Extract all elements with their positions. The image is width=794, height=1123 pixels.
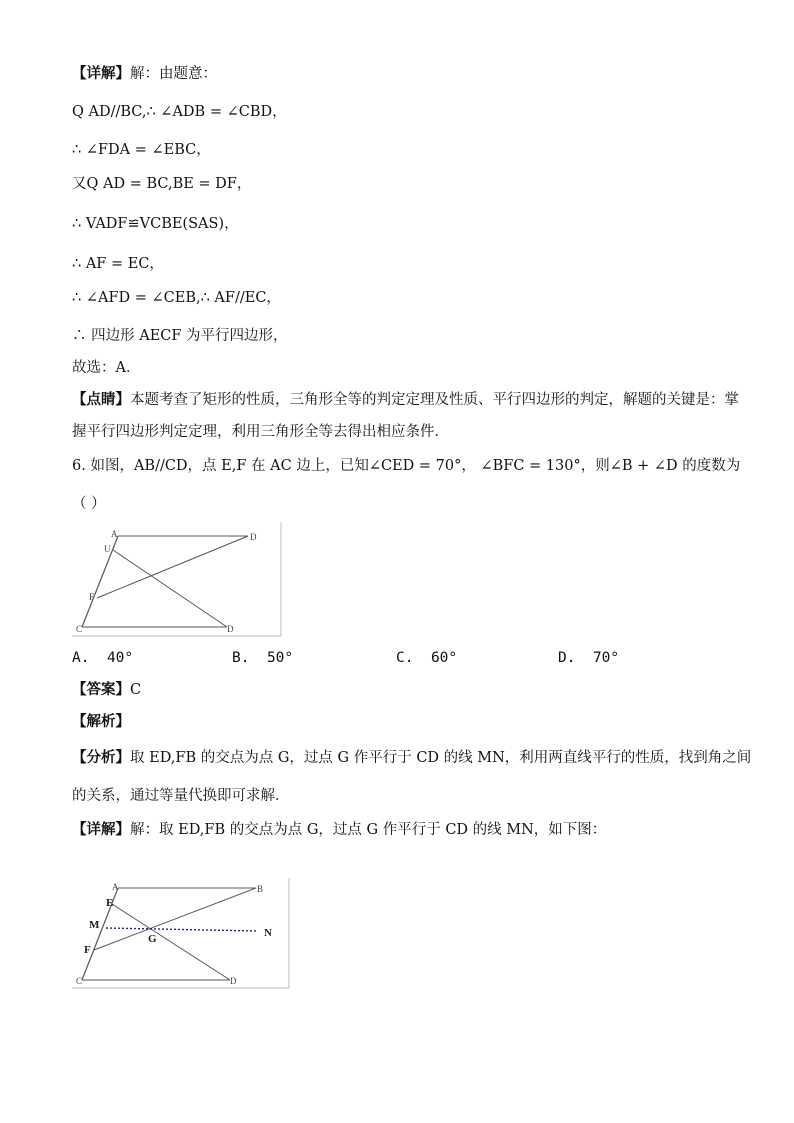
analysis-detail-text-1: 取 ED,FB 的交点为点 G，过点 G 作平行于 CD 的线 MN，利用两直线平行的性质，找到角之间 — [130, 750, 752, 766]
detail-intro: 解：由题意： — [130, 66, 217, 82]
option-b: B. 50° — [232, 650, 294, 666]
label-d: D — [227, 624, 234, 634]
proof-line-4: ∴ VADF≌VCBE(SAS)， — [72, 216, 239, 232]
proof-line-6: ∴ ∠AFD = ∠CEB,∴ AF//EC， — [72, 290, 281, 306]
label2-a: A — [112, 882, 119, 892]
segment-ac — [82, 536, 118, 627]
tip-text-1: 本题考查了矩形的性质，三角形全等的判定定理及性质、平行四边形的判定，解题的关键是：掌 — [130, 392, 739, 408]
analysis-detail-line-1 — [72, 748, 751, 768]
detail-2-line — [72, 820, 606, 840]
label2-e: E — [106, 897, 114, 909]
segment2-fb — [94, 888, 256, 950]
analysis-heading: 【解析】 — [72, 713, 130, 730]
proof-line-5: ∴ AF = EC， — [72, 256, 164, 272]
label2-d: D — [230, 976, 237, 986]
option-a: A. 40° — [72, 650, 134, 666]
label2-m: M — [89, 919, 100, 931]
question-6-stem: 6. 如图，AB//CD，点 E,F 在 AC 边上，已知∠CED = 70°， ∠BFC = 130°，则∠B + ∠D 的度数为 — [72, 458, 741, 474]
option-d: D. 70° — [558, 650, 620, 666]
tip-heading: 【点睛】 — [72, 391, 130, 408]
detail-heading: 【详解】 — [72, 65, 130, 82]
tip-line-2: 握平行四边形判定定理，利用三角形全等去得出相应条件． — [72, 424, 449, 440]
detail-heading-line — [72, 64, 217, 84]
label2-n: N — [264, 927, 272, 939]
label2-g: G — [148, 933, 157, 945]
analysis-detail-heading: 【分析】 — [72, 749, 130, 766]
line-mn — [106, 928, 258, 931]
question-6-bracket: （ ） — [72, 496, 106, 512]
answer-value: C — [130, 682, 142, 698]
option-c: C. 60° — [396, 650, 458, 666]
proof-line-2: ∴ ∠FDA = ∠EBC， — [72, 142, 211, 158]
detail-2-heading: 【详解】 — [72, 821, 130, 838]
solution-figure — [72, 876, 292, 990]
proof-line-3: 又Q AD = BC,BE = DF， — [72, 176, 252, 192]
detail-2-text: 解：取 ED,FB 的交点为点 G，过点 G 作平行于 CD 的线 MN，如下图： — [130, 822, 607, 838]
label-a: A — [111, 529, 118, 539]
label2-c: C — [76, 976, 83, 986]
segment-ed — [113, 550, 227, 627]
tip-line-1 — [72, 390, 739, 410]
segment2-ed — [112, 904, 230, 980]
answer-line — [72, 680, 141, 700]
segment-fb — [97, 536, 248, 598]
label2-f: F — [84, 944, 91, 956]
proof-line-7: ∴ 四边形 AECF 为平行四边形， — [72, 328, 288, 344]
analysis-detail-line-2: 的关系，通过等量代换即可求解． — [72, 788, 290, 804]
label-f: F — [89, 592, 95, 602]
analysis-line — [72, 712, 130, 732]
proof-line-1: Q AD//BC,∴ ∠ADB = ∠CBD， — [72, 104, 287, 120]
label-e: U — [104, 544, 111, 554]
label2-b: B — [257, 884, 264, 894]
label-b: D — [250, 532, 257, 542]
proof-line-8: 故选：A． — [72, 360, 141, 376]
label-c: C — [76, 624, 83, 634]
question-figure — [72, 520, 284, 638]
answer-heading: 【答案】 — [72, 681, 130, 698]
